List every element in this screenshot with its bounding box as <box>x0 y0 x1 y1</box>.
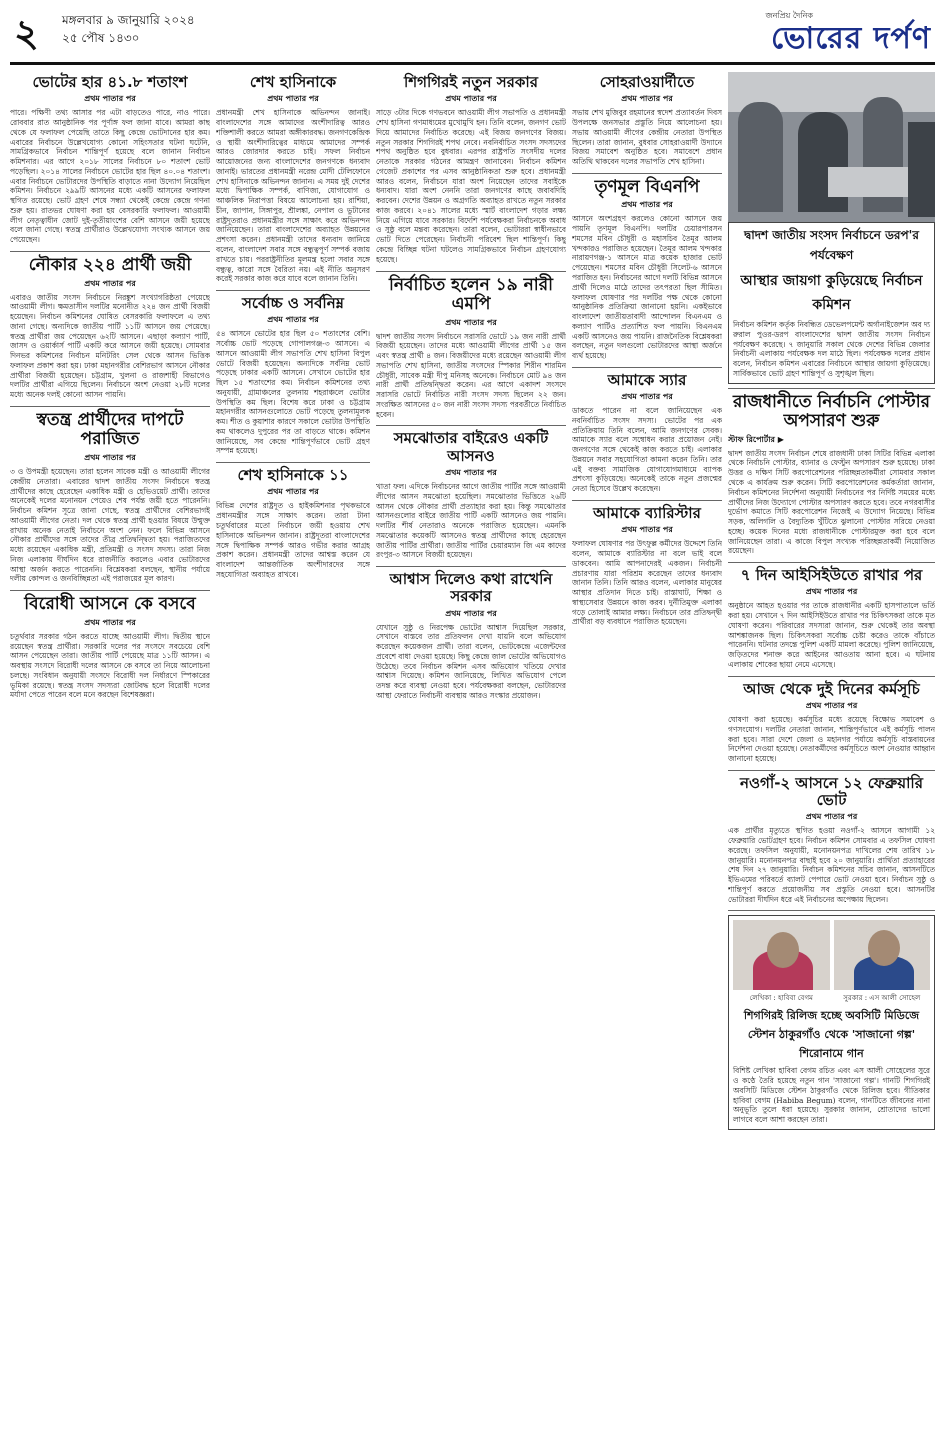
headline: শিগগিরই নতুন সরকার <box>403 73 539 91</box>
article-boat-224 <box>10 256 210 400</box>
article-body: ৩ ও উপমন্ত্রী হয়েছেন। তারা হলেন সাবেক মন্ত্রী ও আওয়ামী লীগের কেন্দ্রীয় নেতারা। এবারের দ্বাদশ জাতীয় সংসদ নির্বাচনে স্বতন্ত্র প্রার্থীদের কাছে হেরেছেন একাধিক মন্ত্রী ও হেভিওয়েট প্রার্থী। তাদের অনেকেই দলের মনোনয়ন পেয়েও শেষ পর্যন্ত জয়ী হতে পারেননি। নির্বাচন কমিশন সূত্রে জানা গেছে, স্বতন্ত্র প্রার্থীদের বেশিরভাগই আওয়ামী লীগের নেতা। দল থেকে স্বতন্ত্র প্রার্থী হওয়ার বিষয়ে উন্মুক্ত রাখায় অনেক নেতাই নির্বাচনে অংশ নেন। ফলে বিভিন্ন আসনে নৌকার প্রার্থীদের সঙ্গে তাদের তীব্র প্রতিদ্বন্দ্বিতা হয়। পরাজিতদের মধ্যে রয়েছেন একাধিক মন্ত্রী, প্রতিমন্ত্রী ও সংসদ সদস্য। তারা নিজ নিজ এলাকায় দীর্ঘদিন ধরে রাজনীতি করলেও এবার ভোটারদের আস্থা অর্জন করতে পারেননি। বিশ্লেষকরা বলছেন, স্থানীয় পর্যায়ে দলীয় কোন্দল ও জনবিচ্ছিন্নতা এই পরাজয়ের মূল কারণ। <box>10 467 210 584</box>
tagline: জনপ্রিয় দৈনিক <box>765 11 813 20</box>
divider <box>572 367 722 368</box>
headline: স্বতন্ত্র প্রার্থীদের দাপটে পরাজিত <box>36 409 184 450</box>
photo-caption: সুরকার : এস আলী সোহেল <box>843 994 921 1003</box>
top-rule <box>10 62 935 65</box>
divider <box>728 562 935 563</box>
article-call-me-sir <box>572 372 722 494</box>
divider <box>376 271 566 272</box>
subheadline: আস্থার জায়গা কুড়িয়েছে নির্বাচন কমিশন <box>740 273 923 313</box>
byline: স্টাফ রিপোর্টার ▶ <box>728 433 784 444</box>
article-body: নির্বাচন কমিশন কর্তৃক নিবন্ধিত ডেভেলপমেন্ট অর্গানাইজেশন অব দ্য রুরাল পুওর-ডরপ বাংলাদেশের দ্বাদশ জাতীয় সংসদ নির্বাচন পর্যবেক্ষণ করেছে। ৭ জানুয়ারি সকাল থেকে দেশের বিভিন্ন জেলার নির্বাচনী এলাকায় পর্যবেক্ষক দল মাঠে ছিল। পর্যবেক্ষক দলের প্রধান বলেন, নির্বাচন কমিশন এবারের নির্বাচনে আস্থার জায়গা কুড়িয়েছে। সার্বিকভাবে ভোট গ্রহণ শান্তিপূর্ণ ও সুশৃঙ্খল ছিল। <box>733 320 930 378</box>
article-promise <box>376 571 566 701</box>
headline: তৃণমূল বিএনপি <box>594 176 700 197</box>
article-opposition <box>10 595 210 700</box>
divider <box>376 425 566 426</box>
headline: আশ্বাস দিলেও কথা রাখেনি সরকার <box>389 570 553 606</box>
jump-label: প্রথম পাতার পর <box>621 391 673 402</box>
headline: নওগাঁ-২ আসনে ১২ ফেব্রুয়ারি ভোট <box>740 773 923 810</box>
article-body: চতুর্থবার সরকার গঠন করতে যাচ্ছে আওয়ামী লীগ। দ্বিতীয় স্থানে রয়েছেন স্বতন্ত্র প্রার্থীরা। সরকারি দলের পর সংসদে সবচেয়ে বেশি আসন পেয়েছেন তারা। জাতীয় পার্টি পেয়েছে মাত্র ১১টি আসন। এ অবস্থায় সংসদে বিরোধী দলের আসনে কে বসবে তা নিয়ে আলোচনা চলছে। সংবিধান অনুযায়ী সংসদে বিরোধী দল নির্ধারণে স্পিকারের ভূমিকা রয়েছে। স্বতন্ত্র সংসদ সদস্যরা জোটবদ্ধ হলে বিরোধী দলের মর্যাদা পেতে পারেন বলে মনে করছেন বিশেষজ্ঞরা। <box>10 631 210 700</box>
article-body: বিভিন্ন দেশের রাষ্ট্রদূত ও হাইকমিশনার পৃথকভাবে প্রধানমন্ত্রীর সঙ্গে সাক্ষাৎ করেন। তারা টানা চতুর্থবারের মতো নির্বাচনে জয়ী হওয়ায় শেখ হাসিনাকে অভিনন্দন জানান। রাষ্ট্রদূতরা বাংলাদেশের সঙ্গে দ্বিপাক্ষিক সম্পর্ক আরও গভীর করার আগ্রহ প্রকাশ করেন। প্রধানমন্ত্রী তাদের আশ্বস্ত করেন যে বাংলাদেশ আন্তর্জাতিক অংশীদারদের সঙ্গে সহযোগিতা অব্যাহত রাখবে। <box>216 501 370 579</box>
article-sheikh-hasina-11 <box>216 467 370 579</box>
headline: শেখ হাসিনাকে <box>249 73 337 91</box>
divider <box>728 676 935 677</box>
page-number: ২ <box>14 10 39 55</box>
jump-label: প্রথম পাতার পর <box>445 316 497 327</box>
jump-label: প্রথম পাতার পর <box>445 466 497 477</box>
divider <box>10 406 210 407</box>
observers-photo <box>728 72 935 222</box>
divider <box>10 251 210 252</box>
headline: নির্বাচিত হলেন ১৯ নারী এমপি <box>389 274 553 315</box>
headline: শিগগিরই রিলিজ হচ্ছে অবসিটি মিডিজে স্টেশন ঠাকুরগাঁও থেকে 'সাজানো গল্প' শিরোনামে গান <box>743 1009 920 1061</box>
column-3 <box>376 72 566 1442</box>
article-poster-removal <box>728 393 935 557</box>
column-2 <box>216 72 370 1442</box>
article-body: দ্বাদশ জাতীয় সংসদ নির্বাচন শেষে রাজধানী ঢাকা সিটির বিভিন্ন এলাকা থেকে নির্বাচনি পোস্টার, ব্যানার ও ফেস্টুন অপসারণ শুরু হয়েছে। ঢাকা উত্তর ও দক্ষিণ সিটি করপোরেশনের পরিচ্ছন্নতাকর্মীরা সোমবার সকাল থেকে এ কার্যক্রম শুরু করেন। সিটি করপোরেশনের কর্মকর্তারা জানান, নির্বাচন কমিশনের নির্দেশনা অনুযায়ী নির্বাচনের পর নির্দিষ্ট সময়ের মধ্যে প্রার্থীদের নিজ উদ্যোগে পোস্টার অপসারণ করতে হবে। তবে নগরবাসীর দুর্ভোগ কমাতে সিটি করপোরেশন নিজেই এ উদ্যোগ নিয়েছে। বিভিন্ন সড়ক, অলিগলি ও বৈদ্যুতিক খুঁটিতে ঝুলানো পোস্টার সরিয়ে নেওয়া হচ্ছে। কয়েক দিনের মধ্যে রাজধানীকে পোস্টারমুক্ত করা হবে বলে জানিয়েছেন তারা। এ কাজে বিপুল সংখ্যক পরিচ্ছন্নতাকর্মী নিয়োজিত রয়েছেন। <box>728 448 935 556</box>
divider <box>216 462 370 463</box>
article-body: ঘোষণা করা হয়েছে। কর্মসূচির মধ্যে রয়েছে বিক্ষোভ সমাবেশ ও গণসংযোগ। দলটির নেতারা জানান, শান্তিপূর্ণভাবে এই কর্মসূচি পালন করা হবে। সারা দেশে জেলা ও মহানগর পর্যায়ে কর্মসূচি বাস্তবায়নের নির্দেশনা দেওয়া হয়েছে। নেতাকর্মীদের কর্মসূচিতে অংশ নেওয়ার আহ্বান জানানো হয়েছে। <box>728 714 935 764</box>
article-two-day-program <box>728 681 935 764</box>
jump-label: প্রথম পাতার পর <box>621 93 673 104</box>
jump-label: প্রথম পাতার পর <box>84 452 136 463</box>
divider <box>10 590 210 591</box>
composer-photo <box>834 920 931 990</box>
column-5 <box>728 72 935 1442</box>
article-19-women-mps <box>376 276 566 420</box>
divider <box>728 388 935 389</box>
article-beyond-agreement <box>376 430 566 560</box>
divider <box>572 173 722 174</box>
column-1 <box>10 72 210 1442</box>
divider <box>376 566 566 567</box>
lyricist-photo <box>733 920 830 990</box>
article-naogaon-2 <box>728 775 935 905</box>
photo-caption: লেখিকা : হাবিবা বেগম <box>749 994 813 1003</box>
article-suhrawardy <box>572 74 722 167</box>
jump-label: প্রথম পাতার পর <box>267 93 319 104</box>
headline: নৌকার ২২৪ প্রার্থী জয়ী <box>28 254 192 275</box>
divider <box>728 770 935 771</box>
jump-label: প্রথম পাতার পর <box>445 93 497 104</box>
headline: রাজধানীতে নির্বাচনি পোস্টার অপসারণ শুরু <box>732 391 931 432</box>
headline: ভোটের হার ৪১.৮ শতাংশ <box>32 73 188 91</box>
article-body: এক প্রার্থীর মৃত্যুতে স্থগিত হওয়া নওগাঁ-২ আসনে আগামী ১২ ফেব্রুয়ারি ভোটগ্রহণ হবে। নির্বাচন কমিশন সোমবার এ তফসিল ঘোষণা করেছে। তফসিল অনুযায়ী, মনোনয়নপত্র দাখিলের শেষ তারিখ ১৮ জানুয়ারি। মনোনয়নপত্র বাছাই হবে ২০ জানুয়ারি। প্রার্থিতা প্রত্যাহারের শেষ দিন ২৭ জানুয়ারি। নির্বাচন কমিশনের সচিব জানান, আসনটিতে ইভিএমের পরিবর্তে ব্যালট পেপারে ভোট নেওয়া হবে। নির্বাচন সুষ্ঠু ও শান্তিপূর্ণ করতে প্রয়োজনীয় সব প্রস্তুতি নেওয়া হবে। আসনটির ভোটাররা দীর্ঘদিন ধরে এই নির্বাচনের অপেক্ষায় ছিলেন। <box>728 826 935 904</box>
headline: আজ থেকে দুই দিনের কর্মসূচি <box>743 679 920 698</box>
headline: ৭ দিন আইসিইউতে রাখার পর <box>740 566 923 585</box>
article-body: অনুষ্ঠানে আহত হওয়ার পর তাকে রাজধানীর একটি হাসপাতালে ভর্তি করা হয়। সেখানে ৭ দিন আইসিইউতে রাখার পর চিকিৎসকরা তাকে মৃত ঘোষণা করেন। পরিবারের সদস্যরা জানান, শুরু থেকেই তার অবস্থা আশঙ্কাজনক ছিল। চিকিৎসকরা সর্বোচ্চ চেষ্টা করেও তাকে বাঁচাতে পারেননি। ঘটনার তদন্তে পুলিশ একটি মামলা করেছে। পুলিশ জানিয়েছে, জড়িতদের শনাক্ত করে আইনের আওতায় আনা হবে। এ ঘটনায় এলাকায় শোকের ছায়া নেমে এসেছে। <box>728 601 935 669</box>
headline: দ্বাদশ জাতীয় সংসদ নির্বাচনে ডরপ'র পর্যবেক্ষণ <box>744 228 919 262</box>
article-body: দ্বাদশ জাতীয় সংসদ নির্বাচনে সরাসরি ভোটে ১৯ জন নারী প্রার্থী বিজয়ী হয়েছেন। তাদের মধ্যে আওয়ামী লীগের প্রার্থী ১৫ জন এবং স্বতন্ত্র প্রার্থী ৪ জন। বিজয়ীদের মধ্যে রয়েছেন আওয়ামী লীগ সভাপতি শেখ হাসিনা, জাতীয় সংসদের স্পিকার শিরীন শারমিন চৌধুরী, সাবেক মন্ত্রী দীপু মনিসহ অনেকে। নির্বাচনে মোট ৯৪ জন নারী প্রার্থী প্রতিদ্বন্দ্বিতা করেন। এর আগে একাদশ সংসদে সরাসরি ভোটে নির্বাচিত নারী সংসদ সদস্য ছিলেন ২২ জন। সংরক্ষিত আসনের ৫০ জন নারী সংসদ সদস্য পরবর্তীতে নির্বাচিত হবেন। <box>376 331 566 419</box>
article-body: বিশিষ্ট লেখিকা হাবিবা বেগম রচিত এবং এস আলী সোহেলের সুরে ও কণ্ঠে তৈরি হয়েছে নতুন গান 'সাজানো গল্প'। গানটি শিগগিরই অবসিটি মিডিজে স্টেশন ঠাকুরগাঁও থেকে রিলিজ হবে। গীতিকার হাবিবা বেগম (Habiba Begum) বলেন, গানটিতে জীবনের নানা অনুভূতি তুলে ধরা হয়েছে। সুরকার জানান, শ্রোতাদের ভালো লাগবে বলে আশা করছেন তারা। <box>733 1066 930 1125</box>
newspaper-logo: ভোরের দর্পণ <box>771 21 931 56</box>
divider <box>216 290 370 291</box>
article-body: ৫৪ আসনে ভোটের হার ছিল ৫০ শতাংশের বেশি। সর্বোচ্চ ভোট পড়েছে গোপালগঞ্জ-৩ আসনে। এ আসনে আওয়ামী লীগ সভাপতি শেখ হাসিনা বিপুল ভোটে বিজয়ী হয়েছেন। অন্যদিকে সর্বনিম্ন ভোট পড়েছে ঢাকার একটি আসনে। সেখানে ভোটের হার ছিল ১৫ শতাংশের কম। নির্বাচন কমিশনের তথ্য অনুযায়ী, গ্রামাঞ্চলের তুলনায় শহরাঞ্চলে ভোটার উপস্থিতি কম ছিল। বিশেষ করে ঢাকা ও চট্টগ্রাম মহানগরীর আসনগুলোতে ভোট পড়েছে তুলনামূলক কম। শীত ও কুয়াশার কারণে সকালে ভোটার উপস্থিতি কম থাকলেও দুপুরের পর তা বাড়তে থাকে। কমিশন জানিয়েছে, সব কেন্দ্রে শান্তিপূর্ণভাবে ভোট গ্রহণ সম্পন্ন হয়েছে। <box>216 329 370 456</box>
article-body: আসনে অংশগ্রহণ করলেও কোনো আসনে জয় পায়নি তৃণমূল বিএনপি। দলটির চেয়ারপারসন শমসের মবিন চৌধুরী ও মহাসচিব তৈমূর আলম খন্দকারও পরাজিত হয়েছেন। তৈমূর আলম খন্দকার নারায়ণগঞ্জ-১ আসনে মাত্র কয়েক হাজার ভোট পেয়েছেন। শমসের মবিন চৌধুরী সিলেট-৬ আসনে পরাজিত হন। নির্বাচনের আগে দলটি বিভিন্ন আসনে প্রার্থী দিলেও মাঠে তাদের তৎপরতা ছিল সীমিত। ফলাফল ঘোষণার পর দলটির পক্ষ থেকে কোনো আনুষ্ঠানিক প্রতিক্রিয়া জানানো হয়নি। একইভাবে বাংলাদেশ জাতীয়তাবাদী আন্দোলন বিএনএম ও কল্যাণ পার্টিও প্রত্যাশিত ফল পায়নি। বিএনএম একটি আসনেও জয় পায়নি। রাজনৈতিক বিশ্লেষকরা বলছেন, নতুন দলগুলো ভোটারদের আস্থা অর্জনে ব্যর্থ হয়েছে। <box>572 214 722 361</box>
headline: সর্বোচ্চ ও সর্বনিম্ন <box>242 294 344 313</box>
divider <box>572 500 722 501</box>
divider <box>728 910 935 911</box>
bangla-date-line: ২৫ পৌষ ১৪৩০ <box>62 31 140 45</box>
article-body: যেখানে সুষ্ঠু ও নিরপেক্ষ ভোটের আশ্বাস দিয়েছিল সরকার, সেখানে বাস্তবে তার প্রতিফলন দেখা যায়নি বলে অভিযোগ করেছেন কয়েকজন প্রার্থী। তারা বলেন, ভোটকেন্দ্রে এজেন্টদের প্রবেশে বাধা দেওয়া হয়েছে। কিছু কেন্দ্রে জাল ভোটের অভিযোগও উঠেছে। তবে নির্বাচন কমিশন এসব অভিযোগ খতিয়ে দেখার আশ্বাস দিয়েছে। কমিশন জানিয়েছে, লিখিত অভিযোগ পেলে তদন্ত করে ব্যবস্থা নেওয়া হবে। পর্যবেক্ষকরা বলছেন, ভোটারদের আস্থা ফেরাতে নির্বাচনী ব্যবস্থায় আরও সংস্কার প্রয়োজন। <box>376 622 566 700</box>
article-icu <box>728 567 935 670</box>
jump-label: প্রথম পাতার পর <box>267 486 319 497</box>
article-sheikh-hasina <box>216 74 370 284</box>
headline: আমাকে ব্যারিস্টার <box>593 504 701 523</box>
song-feature-box <box>728 915 935 1130</box>
headline: শেখ হাসিনাকে ১১ <box>237 466 349 485</box>
headline: বিরোধী আসনে কে বসবে <box>24 594 196 615</box>
headline: সোহরাওয়ার্দীতে <box>599 73 695 91</box>
article-body: খাতা ফল। এদিকে নির্বাচনের আগে জাতীয় পার্টির সঙ্গে আওয়ামী লীগের আসন সমঝোতা হয়েছিল। সমঝোতার ভিত্তিতে ২৬টি আসন থেকে নৌকার প্রার্থী প্রত্যাহার করা হয়। কিন্তু সমঝোতার আসনগুলোর বাইরে জাতীয় পার্টি একটি আসনেও জয় পায়নি। দলটির শীর্ষ নেতারাও অনেকে পরাজিত হয়েছেন। এমনকি সমঝোতার কয়েকটি আসনেও স্বতন্ত্র প্রার্থীদের কাছে হেরেছেন জাতীয় পার্টির প্রার্থীরা। জাতীয় পার্টির চেয়ারম্যান জি এম কাদের রংপুর-৩ আসনে বিজয়ী হয়েছেন। <box>376 481 566 560</box>
article-vote-rate <box>10 74 210 245</box>
date-line: মঙ্গলবার ৯ জানুয়ারি ২০২৪ <box>62 13 195 27</box>
jump-label: প্রথম পাতার পর <box>621 524 673 535</box>
jump-label: প্রথম পাতার পর <box>805 811 858 822</box>
article-body: সভায় শেখ মুজিবুর রহমানের স্বদেশ প্রত্যাবর্তন দিবস উপলক্ষে জনসভার প্রস্তুতি নিয়ে আলোচনা হয়। সভায় আওয়ামী লীগের কেন্দ্রীয় নেতারা উপস্থিত ছিলেন। তারা জানান, বুধবার সোহরাওয়ার্দী উদ্যানে বিজয় সমাবেশ অনুষ্ঠিত হবে। সমাবেশে প্রধান অতিথি থাকবেন দলের সভাপতি শেখ হাসিনা। <box>572 108 722 167</box>
article-body: ডাকতে পারেন না বলে জানিয়েছেন এক নবনির্বাচিত সংসদ সদস্য। ভোটের পর এক প্রতিক্রিয়ায় তিনি বলেন, আমি জনগণের সেবক। আমাকে স্যার বলে সম্বোধন করার প্রয়োজন নেই। জনগণের সঙ্গে থেকেই কাজ করতে চাই। এলাকার উন্নয়নে সবার সহযোগিতা কামনা করেন তিনি। তার এই বক্তব্য সামাজিক যোগাযোগমাধ্যমে ব্যাপক প্রশংসা কুড়িয়েছে। অনেকেই তাকে নতুন প্রজন্মের নেতা হিসেবে উল্লেখ করেছেন। <box>572 406 722 494</box>
article-trinamool-bnp <box>572 178 722 361</box>
jump-label: প্রথম পাতার পর <box>805 586 858 597</box>
article-body: প্রধানমন্ত্রী শেখ হাসিনাকে অভিনন্দন জানাই। বাংলাদেশের সঙ্গে আমাদের অংশীদারিত্ব আরও শক্তিশালী করতে আমরা অঙ্গীকারবদ্ধ। জনগণকেন্দ্রিক ও স্থায়ী অংশীদারিত্বের মাধ্যমে আমাদের সম্পর্ক আরও জোরদার করতে চাই। সফল নির্বাচন আয়োজনের জন্য বাংলাদেশের জনগণকে ধন্যবাদ জানাই। ভারতের প্রধানমন্ত্রী নরেন্দ্র মোদী টেলিফোনে শেখ হাসিনাকে অভিনন্দন জানান। এ সময় দুই দেশের মধ্যে দ্বিপাক্ষিক সম্পর্ক, বাণিজ্য, যোগাযোগ ও আঞ্চলিক নিরাপত্তা বিষয়ে আলোচনা হয়। রাশিয়া, চীন, জাপান, সিঙ্গাপুর, শ্রীলঙ্কা, নেপাল ও ভুটানের রাষ্ট্রদূতরাও প্রধানমন্ত্রীর সঙ্গে সাক্ষাৎ করে অভিনন্দন জানিয়েছেন। তারা বাংলাদেশের অব্যাহত উন্নয়নের প্রশংসা করেন। প্রধানমন্ত্রী তাদের ধন্যবাদ জানিয়ে বলেন, বাংলাদেশ সবার সঙ্গে বন্ধুত্বপূর্ণ সম্পর্ক বজায় রাখতে চায়। পররাষ্ট্রনীতির মূলমন্ত্র হলো সবার সঙ্গে বন্ধুত্ব, কারো সঙ্গে বৈরিতা নয়। এই নীতি অনুসরণ করেই সরকার কাজ করে যাবে বলে জানান তিনি। <box>216 108 370 284</box>
observers-box <box>728 222 935 384</box>
jump-label: প্রথম পাতার পর <box>445 607 497 618</box>
article-body: এবারও জাতীয় সংসদ নির্বাচনে নিরঙ্কুশ সংখ্যাগরিষ্ঠতা পেয়েছে আওয়ামী লীগ। ক্ষমতাসীন দলটির মনোনীত ২২৪ জন প্রার্থী বিজয়ী হয়েছেন। নির্বাচন কমিশনের ঘোষিত বেসরকারি ফলাফলে এ তথ্য জানা গেছে। অন্যদিকে জাতীয় পার্টি ১১টি আসনে জয় পেয়েছে। স্বতন্ত্র প্রার্থীরা জয় পেয়েছেন ৬২টি আসনে। এছাড়া কল্যাণ পার্টি, জাসদ ও ওয়ার্কার্স পার্টি একটি করে আসনে জয়ী হয়েছে। সোমবার দিনভর কমিশনের নির্বাচন মনিটরিং সেল থেকে আসন ভিত্তিক ফলাফল প্রকাশ করা হয়। ঢাকা মহানগরীর বেশিরভাগ আসনে নৌকার প্রার্থীরা বিজয়ী হয়েছেন। চট্টগ্রাম, খুলনা ও রাজশাহী বিভাগেও দলটির প্রার্থীরা এগিয়ে ছিলেন। নির্বাচনে অংশ নেওয়া ২৮টি দলের মধ্যে অনেক দলই কোনো আসন পায়নি। <box>10 292 210 400</box>
headline: আমাকে স্যার <box>607 370 687 389</box>
jump-label: প্রথম পাতার পর <box>84 277 136 288</box>
article-highest-lowest <box>216 295 370 456</box>
article-body: পারে। পক্ষিণী তথ্য আসার পর এটা বাড়তেও পারে, নাও পারে। রোববার রাত আনুষ্ঠানিক পর পূর্ণাঙ্গ ফল জানা যাবে। আমরা কাছ থেকে যে ফলাফল পেয়েছি তাতে কিছু কেন্দ্রে ভোটদানের হার কম। এবারের নির্বাচনে উল্লেখযোগ্য কোনো সহিংসতার ঘটনা ঘটেনি, সামগ্রিকভাবে নির্বাচন শান্তিপূর্ণ হয়েছে বলে জানান নির্বাচন কমিশনার। এর আগে ২০১৮ সালের নির্বাচনে ৮০ শতাংশ ভোট পড়েছিল। ২০১৪ সালের নির্বাচনে ভোটের হার ছিল ৪০.০৪ শতাংশ। এবার নির্বাচনে ভোটারদের উপস্থিতি বাড়াতে নানা উদ্যোগ নিয়েছিল কমিশন। নির্বাচনে ২৯৯টি আসনের মধ্যে একটি আসনের ফলাফল স্থগিত রয়েছে। ভোট গ্রহণ শেষে সন্ধ্যা থেকেই কেন্দ্রে কেন্দ্রে গণনা শুরু হয়। রাতভর ঘোষণা করা হয় বেসরকারি ফলাফল। আওয়ামী লীগ নেতৃত্বাধীন জোট দুই-তৃতীয়াংশের বেশি আসনে জয়ী হয়েছে বলে জানা গেছে। স্বতন্ত্র প্রার্থীরাও উল্লেখযোগ্য সংখ্যক আসনে জয় পেয়েছেন। <box>10 108 210 245</box>
jump-label: প্রথম পাতার পর <box>84 616 136 627</box>
masthead <box>0 0 945 78</box>
jump-label: প্রথম পাতার পর <box>267 314 319 325</box>
article-independents <box>10 411 210 584</box>
jump-label: প্রথম পাতার পর <box>805 699 858 710</box>
jump-label: প্রথম পাতার পর <box>84 93 136 104</box>
article-call-me-barrister <box>572 505 722 627</box>
article-new-government <box>376 74 566 265</box>
jump-label: প্রথম পাতার পর <box>621 199 673 210</box>
column-4 <box>572 72 722 1442</box>
article-body: সাড়ে ৩টার দিকে গণভবনে আওয়ামী লীগ সভাপতি ও প্রধানমন্ত্রী শেখ হাসিনা গণমাধ্যমের মুখোমুখি হন। তিনি বলেন, জনগণ ভোট দিয়ে আমাদের নির্বাচিত করেছে। এই বিজয় জনগণের বিজয়। নতুন সরকার শিগগিরই শপথ নেবে। নবনির্বাচিত সংসদ সদস্যদের শপথ অনুষ্ঠিত হবে বুধবার। এরপর রাষ্ট্রপতি সংসদীয় দলের নেতাকে সরকার গঠনের আমন্ত্রণ জানাবেন। নির্বাচন কমিশন গেজেট প্রকাশের পর এসব আনুষ্ঠানিকতা শুরু হবে। প্রধানমন্ত্রী আরও বলেন, নির্বাচনে যারা অংশ নিয়েছেন তাদের সবাইকে ধন্যবাদ। যারা অংশ নেননি তারা জনগণের কাছে জবাবদিহি করবেন। দেশের উন্নয়ন ও অগ্রগতি অব্যাহত রাখতে নতুন সরকার কাজ করবে। ২০৪১ সালের মধ্যে স্মার্ট বাংলাদেশ গড়ার লক্ষ্য নিয়ে এগিয়ে যাবে সরকার। বিদেশি পর্যবেক্ষকরা নির্বাচনকে অবাধ ও সুষ্ঠু বলে মন্তব্য করেছেন। তারা বলেন, ভোটাররা স্বাধীনভাবে ভোট দিতে পেরেছেন। নির্বাচনী পরিবেশ ছিল শান্তিপূর্ণ। কিছু কেন্দ্রে বিচ্ছিন্ন ঘটনা ঘটলেও সামগ্রিকভাবে নির্বাচন গ্রহণযোগ্য হয়েছে। <box>376 108 566 264</box>
headline: সমঝোতার বাইরেও একটি আসনও <box>393 429 549 465</box>
article-body: ফলাফল ঘোষণার পর উৎফুল্ল কর্মীদের উদ্দেশে তিনি বলেন, আমাকে ব্যারিস্টার না বলে ভাই বলে ডাকবেন। আমি আপনাদেরই একজন। নির্বাচনী প্রচারণায় যারা পরিশ্রম করেছেন তাদের ধন্যবাদ জানান তিনি। তিনি আরও বলেন, এলাকার মানুষের আস্থার প্রতিদান দিতে চাই। রাস্তাঘাট, শিক্ষা ও স্বাস্থ্যসেবার উন্নয়নে কাজ করব। দুর্নীতিমুক্ত এলাকা গড়ে তোলাই আমার লক্ষ্য। নির্বাচনে তার প্রতিদ্বন্দ্বী প্রার্থীরা বড় ব্যবধানে পরাজিত হয়েছেন। <box>572 539 722 627</box>
